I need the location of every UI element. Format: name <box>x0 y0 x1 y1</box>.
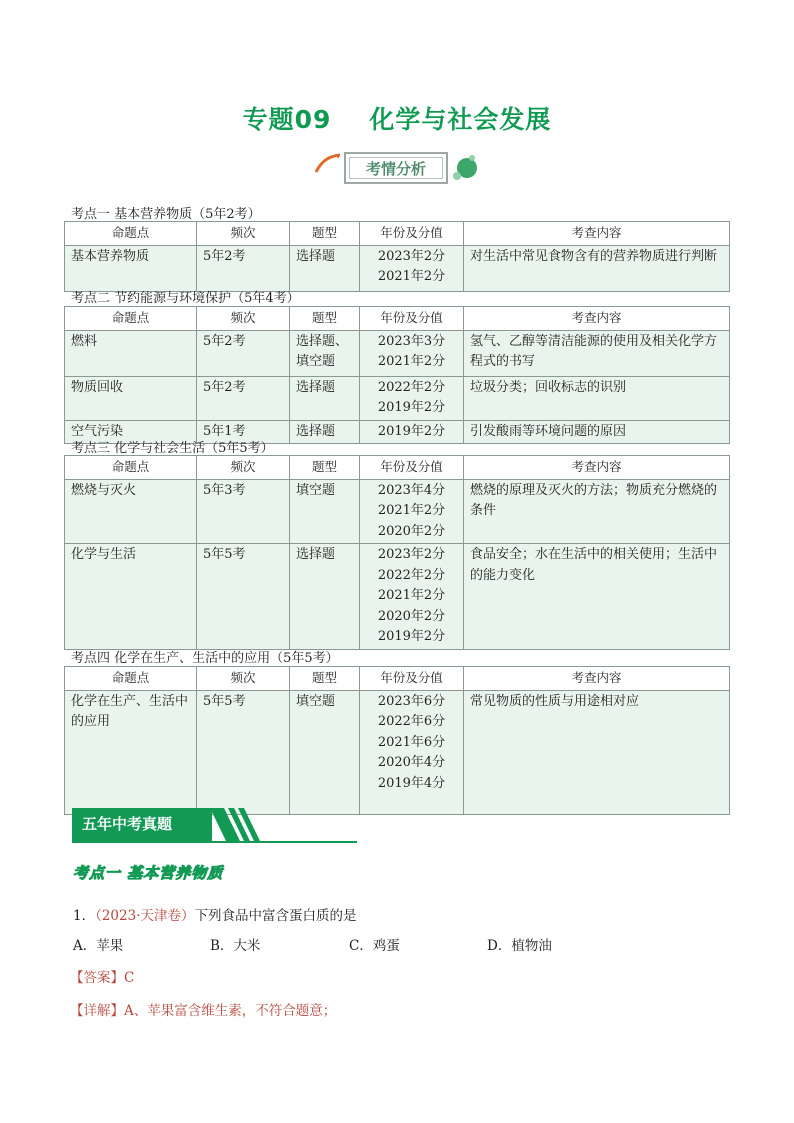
section-banner: 五年中考真题 <box>72 808 357 842</box>
cell-point: 燃料 <box>65 330 197 376</box>
option-d: D．植物油 <box>487 938 552 954</box>
cell-type: 选择题 <box>290 544 360 650</box>
cell-content: 常见物质的性质与用途相对应 <box>464 690 730 814</box>
cell-content: 燃烧的原理及灭火的方法；物质充分燃烧的条件 <box>464 479 730 544</box>
column-header: 考查内容 <box>464 222 730 246</box>
cell-content: 氢气、乙醇等清洁能源的使用及相关化学方程式的书写 <box>464 330 730 376</box>
cell-freq: 5年2考 <box>197 330 290 376</box>
option-c: C．鸡蛋 <box>349 938 400 954</box>
cell-freq: 5年2考 <box>197 245 290 291</box>
cell-years: 2023年3分 2021年2分 <box>360 330 464 376</box>
column-header: 年份及分值 <box>360 456 464 480</box>
column-header: 题型 <box>290 667 360 691</box>
column-header: 频次 <box>197 307 290 331</box>
cell-freq: 5年5考 <box>197 690 290 814</box>
topic-subheading: 考点一 基本营养物质 <box>73 864 224 882</box>
table-row <box>65 479 730 544</box>
page-title: 专题09 化学与社会发展 <box>242 105 552 134</box>
column-header: 命题点 <box>65 222 197 246</box>
column-header: 考查内容 <box>464 307 730 331</box>
cell-type: 填空题 <box>290 479 360 544</box>
cell-content: 引发酸雨等环境问题的原因 <box>464 420 730 444</box>
cell-freq: 5年3考 <box>197 479 290 544</box>
table-row <box>65 245 730 291</box>
column-header: 年份及分值 <box>360 307 464 331</box>
column-header: 题型 <box>290 222 360 246</box>
cell-years: 2023年2分 2021年2分 <box>360 245 464 291</box>
column-header: 题型 <box>290 307 360 331</box>
question-source: （2023·天津卷） <box>95 908 195 924</box>
cell-years: 2022年2分 2019年2分 <box>360 376 464 420</box>
analysis-table <box>64 306 730 444</box>
cell-type: 选择题 <box>290 420 360 444</box>
cell-point: 物质回收 <box>65 376 197 420</box>
table-header-row <box>65 456 730 480</box>
table-row <box>65 690 730 814</box>
table-header-row <box>65 667 730 691</box>
cell-type: 填空题 <box>290 690 360 814</box>
bubble-decoration-icon <box>450 152 480 182</box>
column-header: 题型 <box>290 456 360 480</box>
column-header: 命题点 <box>65 667 197 691</box>
table-row <box>65 544 730 650</box>
cell-freq: 5年1考 <box>197 420 290 444</box>
column-header: 频次 <box>197 667 290 691</box>
section-caption: 考点三 化学与社会生活（5年5考） <box>71 441 274 456</box>
column-header: 年份及分值 <box>360 667 464 691</box>
leaf-decoration-icon <box>314 152 342 174</box>
cell-point: 化学与生活 <box>65 544 197 650</box>
cell-point: 基本营养物质 <box>65 245 197 291</box>
column-header: 命题点 <box>65 456 197 480</box>
cell-type: 选择题 <box>290 376 360 420</box>
analysis-badge: 考情分析 <box>340 150 452 185</box>
cell-content: 食品安全；水在生活中的相关使用；生活中的能力变化 <box>464 544 730 650</box>
option-b: B．大米 <box>210 938 261 954</box>
cell-years: 2019年2分 <box>360 420 464 444</box>
option-a: A．苹果 <box>73 938 124 954</box>
column-header: 频次 <box>197 222 290 246</box>
cell-freq: 5年2考 <box>197 376 290 420</box>
cell-type: 选择题、填空题 <box>290 330 360 376</box>
detail-line: 【详解】A、苹果富含维生素，不符合题意； <box>70 1003 337 1019</box>
analysis-table <box>64 455 730 650</box>
cell-content: 垃圾分类；回收标志的识别 <box>464 376 730 420</box>
cell-type: 选择题 <box>290 245 360 291</box>
table-header-row <box>65 307 730 331</box>
cell-years: 2023年6分 2022年6分 2021年6分 2020年4分 2019年4分 <box>360 690 464 814</box>
table-row <box>65 330 730 376</box>
analysis-table <box>64 666 730 815</box>
question-1: 1．（2023·天津卷）下列食品中富含蛋白质的是 <box>73 908 357 924</box>
cell-point: 化学在生产、生活中的应用 <box>65 690 197 814</box>
analysis-table <box>64 221 730 292</box>
cell-point: 燃烧与灭火 <box>65 479 197 544</box>
table-header-row <box>65 222 730 246</box>
cell-years: 2023年4分 2021年2分 2020年2分 <box>360 479 464 544</box>
stripes-icon <box>210 808 270 841</box>
section-caption: 考点四 化学在生产、生活中的应用（5年5考） <box>71 651 339 666</box>
column-header: 考查内容 <box>464 456 730 480</box>
column-header: 年份及分值 <box>360 222 464 246</box>
column-header: 考查内容 <box>464 667 730 691</box>
column-header: 命题点 <box>65 307 197 331</box>
answer-line: 【答案】C <box>70 970 135 986</box>
cell-point: 空气污染 <box>65 420 197 444</box>
section-caption: 考点二 节约能源与环境保护（5年4考） <box>71 291 300 306</box>
column-header: 频次 <box>197 456 290 480</box>
cell-content: 对生活中常见食物含有的营养物质进行判断 <box>464 245 730 291</box>
section-caption: 考点一 基本营养物质（5年2考） <box>71 207 261 222</box>
table-row <box>65 376 730 420</box>
cell-years: 2023年2分 2022年2分 2021年2分 2020年2分 2019年2分 <box>360 544 464 650</box>
cell-freq: 5年5考 <box>197 544 290 650</box>
